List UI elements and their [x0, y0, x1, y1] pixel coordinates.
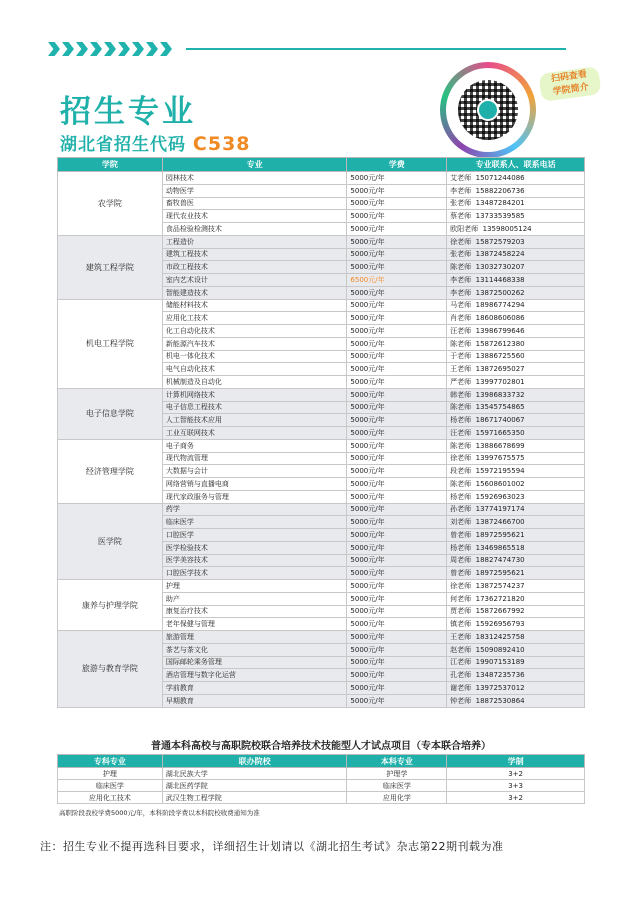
contact-cell — [447, 401, 585, 414]
contact-cell — [447, 605, 585, 618]
contact-cell — [447, 580, 585, 593]
contact-cell — [447, 286, 585, 299]
table-row — [58, 580, 585, 593]
contact-name: 曾老师 — [450, 569, 472, 578]
header-chevrons — [48, 42, 174, 56]
contact-cell — [447, 223, 585, 236]
fee-cell: 5000元/年 — [347, 452, 447, 465]
major-cell: 康复治疗技术 — [162, 605, 347, 618]
contact-name: 于老师 — [450, 352, 472, 361]
major-cell: 储能材料技术 — [162, 299, 347, 312]
contact-name: 李老师 — [450, 288, 472, 297]
fee-cell: 5000元/年 — [347, 299, 447, 312]
fee-cell: 6500元/年 — [347, 274, 447, 287]
fee-cell: 5000元/年 — [347, 618, 447, 631]
joint-bachelor-cell: 护理学 — [347, 768, 447, 780]
contact-name: 杨老师 — [450, 492, 472, 501]
contact-phone[interactable]: 15071244086 — [475, 173, 525, 182]
contact-phone[interactable]: 13886678699 — [475, 441, 525, 450]
contact-cell — [447, 248, 585, 261]
fee-cell: 5000元/年 — [347, 567, 447, 580]
contact-name: 陈老师 — [450, 479, 472, 488]
contact-phone[interactable]: 13114468338 — [475, 275, 525, 284]
contact-cell — [447, 299, 585, 312]
major-cell: 电气自动化技术 — [162, 363, 347, 376]
major-cell: 老年保健与管理 — [162, 618, 347, 631]
contact-name: 镇老师 — [450, 620, 472, 629]
contact-cell — [447, 376, 585, 389]
contact-phone[interactable]: 18671740067 — [475, 416, 525, 425]
fee-cell: 5000元/年 — [347, 516, 447, 529]
contact-cell — [447, 631, 585, 644]
contact-phone[interactable]: 13872574237 — [475, 581, 525, 590]
contact-name: 王老师 — [450, 632, 472, 641]
contact-cell — [447, 172, 585, 185]
contact-phone[interactable]: 13733539585 — [475, 212, 525, 221]
contact-phone[interactable]: 13997702801 — [475, 377, 525, 386]
joint-header-duration: 学制 — [447, 755, 585, 768]
contact-phone[interactable]: 15608601002 — [475, 479, 525, 488]
fee-cell: 5000元/年 — [347, 541, 447, 554]
contact-cell — [447, 197, 585, 210]
fee-cell: 5000元/年 — [347, 388, 447, 401]
fee-cell: 5000元/年 — [347, 325, 447, 338]
contact-name: 陈老师 — [450, 339, 472, 348]
contact-cell — [447, 567, 585, 580]
fee-cell: 5000元/年 — [347, 592, 447, 605]
fee-cell: 5000元/年 — [347, 554, 447, 567]
major-cell: 口腔医学 — [162, 529, 347, 542]
contact-cell — [447, 529, 585, 542]
fee-cell: 5000元/年 — [347, 286, 447, 299]
major-cell: 电子商务 — [162, 439, 347, 452]
college-cell: 机电工程学院 — [58, 299, 163, 388]
contact-cell — [447, 439, 585, 452]
fee-cell: 5000元/年 — [347, 656, 447, 669]
joint-header-partner: 联办院校 — [162, 755, 347, 768]
contact-cell — [447, 541, 585, 554]
fee-cell: 5000元/年 — [347, 465, 447, 478]
major-cell: 医学检验技术 — [162, 541, 347, 554]
contact-name: 艾老师 — [450, 173, 472, 182]
major-cell: 室内艺术设计 — [162, 274, 347, 287]
major-cell: 口腔医学技术 — [162, 567, 347, 580]
fee-cell: 5000元/年 — [347, 184, 447, 197]
table-row — [58, 631, 585, 644]
fee-cell: 5000元/年 — [347, 490, 447, 503]
contact-phone[interactable]: 13872500262 — [475, 288, 525, 297]
major-cell: 人工智能技术应用 — [162, 414, 347, 427]
major-cell: 现代物流管理 — [162, 452, 347, 465]
contact-name: 马老师 — [450, 301, 472, 310]
contact-phone[interactable]: 13545754865 — [475, 403, 525, 412]
contact-name: 蔡老师 — [450, 212, 472, 221]
college-cell: 旅游与教育学院 — [58, 631, 163, 708]
contact-name: 杨老师 — [450, 416, 472, 425]
major-cell: 机械制造及自动化 — [162, 376, 347, 389]
contact-name: 陈老师 — [450, 403, 472, 412]
contact-name: 韩老师 — [450, 390, 472, 399]
major-cell: 国际邮轮乘务管理 — [162, 656, 347, 669]
joint-partner-cell: 武汉生物工程学院 — [162, 792, 347, 804]
contact-name: 周老师 — [450, 556, 472, 565]
contact-name: 王老师 — [450, 365, 472, 374]
contact-cell — [447, 503, 585, 516]
joint-duration-cell: 3+3 — [447, 780, 585, 792]
contact-name: 徐老师 — [450, 454, 472, 463]
joint-major-cell: 应用化工技术 — [58, 792, 163, 804]
contact-phone[interactable]: 15882206736 — [475, 186, 525, 195]
fee-cell: 5000元/年 — [347, 694, 447, 707]
contact-name: 陈老师 — [450, 263, 472, 272]
contact-phone[interactable]: 18608606086 — [475, 314, 525, 323]
fee-cell: 5000元/年 — [347, 210, 447, 223]
contact-cell — [447, 554, 585, 567]
contact-name: 刘老师 — [450, 518, 472, 527]
contact-phone[interactable]: 18986774294 — [475, 301, 525, 310]
contact-phone[interactable]: 18972595621 — [475, 530, 525, 539]
major-cell: 网络营销与直播电商 — [162, 478, 347, 491]
joint-header-bachelor: 本科专业 — [347, 755, 447, 768]
contact-phone[interactable]: 15971665350 — [475, 428, 525, 437]
col-header-major: 专业 — [162, 158, 347, 172]
fee-cell: 5000元/年 — [347, 682, 447, 695]
contact-name: 何老师 — [450, 594, 472, 603]
contact-cell — [447, 261, 585, 274]
contact-phone[interactable]: 13972537012 — [475, 683, 525, 692]
major-cell: 机电一体化技术 — [162, 350, 347, 363]
contact-cell — [447, 414, 585, 427]
contact-name: 汪老师 — [450, 428, 472, 437]
contact-phone[interactable]: 15872579203 — [475, 237, 525, 246]
college-cell: 经济管理学院 — [58, 439, 163, 503]
contact-cell — [447, 490, 585, 503]
fee-cell: 5000元/年 — [347, 312, 447, 325]
joint-header-major: 专科专业 — [58, 755, 163, 768]
contact-cell — [447, 592, 585, 605]
contact-phone[interactable]: 13872458224 — [475, 250, 525, 259]
contact-phone[interactable]: 15090892410 — [475, 645, 525, 654]
joint-duration-cell: 3+2 — [447, 792, 585, 804]
contact-cell — [447, 210, 585, 223]
major-cell: 新能源汽车技术 — [162, 337, 347, 350]
header-line — [186, 48, 566, 50]
contact-cell — [447, 325, 585, 338]
major-cell: 大数据与会计 — [162, 465, 347, 478]
fee-cell: 5000元/年 — [347, 172, 447, 185]
joint-partner-cell: 湖北民族大学 — [162, 768, 347, 780]
joint-program-title: 普通本科高校与高职院校联合培养技术技能型人才试点项目（专本联合培养） — [151, 741, 491, 752]
major-cell: 市政工程技术 — [162, 261, 347, 274]
contact-phone[interactable]: 15926956793 — [475, 620, 525, 629]
contact-cell — [447, 669, 585, 682]
major-cell: 食品检验检测技术 — [162, 223, 347, 236]
major-cell: 茶艺与茶文化 — [162, 643, 347, 656]
contact-cell — [447, 478, 585, 491]
table-row — [58, 792, 585, 804]
table-row — [58, 768, 585, 780]
contact-cell — [447, 618, 585, 631]
contact-phone[interactable]: 13986799646 — [475, 326, 525, 335]
joint-major-cell: 临床医学 — [58, 780, 163, 792]
joint-fee-note: 高职阶段我校学费5000元/年，本科阶段学费以本科院校收费通知为准 — [59, 809, 260, 817]
fee-cell: 5000元/年 — [347, 350, 447, 363]
contact-phone[interactable]: 13872466700 — [475, 518, 525, 527]
contact-phone[interactable]: 15926963023 — [475, 492, 525, 501]
contact-cell — [447, 350, 585, 363]
fee-cell: 5000元/年 — [347, 439, 447, 452]
joint-program-table — [57, 754, 585, 804]
fee-cell: 5000元/年 — [347, 529, 447, 542]
contact-name: 孙老师 — [450, 505, 472, 514]
contact-phone[interactable]: 18312425758 — [475, 632, 525, 641]
contact-cell — [447, 682, 585, 695]
contact-phone[interactable]: 18972595621 — [475, 569, 525, 578]
major-cell: 工业互联网技术 — [162, 427, 347, 440]
contact-cell — [447, 516, 585, 529]
major-cell: 化工自动化技术 — [162, 325, 347, 338]
major-cell: 药学 — [162, 503, 347, 516]
contact-cell — [447, 312, 585, 325]
contact-name: 段老师 — [450, 467, 472, 476]
fee-cell: 5000元/年 — [347, 197, 447, 210]
contact-cell — [447, 274, 585, 287]
contact-name: 曾老师 — [450, 530, 472, 539]
joint-partner-cell: 湖北医药学院 — [162, 780, 347, 792]
major-cell: 早期教育 — [162, 694, 347, 707]
major-cell: 智能建造技术 — [162, 286, 347, 299]
majors-table — [57, 157, 585, 708]
qr-code[interactable] — [440, 62, 536, 158]
enrollment-code-label: 湖北省招生代码 — [60, 135, 186, 155]
contact-name: 张老师 — [450, 250, 472, 259]
fee-cell: 5000元/年 — [347, 669, 447, 682]
contact-cell — [447, 363, 585, 376]
major-cell: 现代家政服务与管理 — [162, 490, 347, 503]
contact-cell — [447, 235, 585, 248]
contact-name: 贾老师 — [450, 607, 472, 616]
fee-cell: 5000元/年 — [347, 235, 447, 248]
col-header-fee: 学费 — [347, 158, 447, 172]
fee-cell: 5000元/年 — [347, 503, 447, 516]
fee-cell: 5000元/年 — [347, 363, 447, 376]
fee-cell: 5000元/年 — [347, 427, 447, 440]
contact-name: 汪老师 — [450, 326, 472, 335]
contact-phone[interactable]: 13886725560 — [475, 352, 525, 361]
major-cell: 临床医学 — [162, 516, 347, 529]
table-row — [58, 780, 585, 792]
table-row — [58, 299, 585, 312]
major-cell: 医学美容技术 — [162, 554, 347, 567]
contact-cell — [447, 656, 585, 669]
major-cell: 建筑工程技术 — [162, 248, 347, 261]
contact-phone[interactable]: 18827474730 — [475, 556, 525, 565]
contact-name: 张老师 — [450, 199, 472, 208]
contact-name: 赵老师 — [450, 645, 472, 654]
contact-cell — [447, 388, 585, 401]
contact-name: 李老师 — [450, 186, 472, 195]
table-row — [58, 172, 585, 185]
joint-duration-cell: 3+2 — [447, 768, 585, 780]
col-header-college: 学院 — [58, 158, 163, 172]
contact-phone[interactable]: 13032730207 — [475, 263, 525, 272]
contact-phone[interactable]: 13598005124 — [482, 224, 532, 233]
fee-cell: 5000元/年 — [347, 337, 447, 350]
contact-phone[interactable]: 13774197174 — [475, 505, 525, 514]
fee-cell: 5000元/年 — [347, 401, 447, 414]
fee-cell: 5000元/年 — [347, 414, 447, 427]
contact-name: 孔老师 — [450, 671, 472, 680]
fee-cell: 5000元/年 — [347, 478, 447, 491]
contact-phone[interactable]: 15972195594 — [475, 467, 525, 476]
major-cell: 应用化工技术 — [162, 312, 347, 325]
major-cell: 计算机网络技术 — [162, 388, 347, 401]
contact-cell — [447, 427, 585, 440]
joint-bachelor-cell: 应用化学 — [347, 792, 447, 804]
contact-name: 杨老师 — [450, 543, 472, 552]
contact-phone[interactable]: 13487284201 — [475, 199, 525, 208]
joint-major-cell: 护理 — [58, 768, 163, 780]
major-cell: 动物医学 — [162, 184, 347, 197]
contact-name: 徐老师 — [450, 237, 472, 246]
fee-cell: 5000元/年 — [347, 248, 447, 261]
contact-cell — [447, 452, 585, 465]
fee-cell: 5000元/年 — [347, 223, 447, 236]
major-cell: 学前教育 — [162, 682, 347, 695]
contact-phone[interactable]: 15872612380 — [475, 339, 525, 348]
col-header-contact: 专业联系人、联系电话 — [447, 158, 585, 172]
contact-phone[interactable]: 19907153189 — [475, 658, 525, 667]
contact-name: 江老师 — [450, 658, 472, 667]
contact-name: 欧阳老师 — [450, 224, 479, 233]
major-cell: 护理 — [162, 580, 347, 593]
major-cell: 酒店管理与数字化运营 — [162, 669, 347, 682]
contact-name: 肖老师 — [450, 314, 472, 323]
major-cell: 畜牧兽医 — [162, 197, 347, 210]
page-title: 招生专业 — [60, 94, 196, 130]
major-cell: 旅游管理 — [162, 631, 347, 644]
college-cell: 农学院 — [58, 172, 163, 236]
enrollment-code — [60, 130, 251, 155]
major-cell: 助产 — [162, 592, 347, 605]
contact-phone[interactable]: 13997675575 — [475, 454, 525, 463]
major-cell: 现代农业技术 — [162, 210, 347, 223]
contact-name: 钟老师 — [450, 696, 472, 705]
footer-note: 注：招生专业不提再选科目要求，详细招生计划请以《湖北招生考试》杂志第22期刊载为准 — [40, 840, 504, 853]
college-cell: 医学院 — [58, 503, 163, 580]
contact-phone[interactable]: 13469865518 — [475, 543, 525, 552]
major-cell: 电子信息工程技术 — [162, 401, 347, 414]
contact-phone[interactable]: 17362721820 — [475, 594, 525, 603]
table-row — [58, 503, 585, 516]
fee-cell: 5000元/年 — [347, 376, 447, 389]
contact-name: 严老师 — [450, 377, 472, 386]
contact-phone[interactable]: 18872530864 — [475, 696, 525, 705]
contact-phone[interactable]: 13986833732 — [475, 390, 525, 399]
contact-name: 陈老师 — [450, 441, 472, 450]
table-row — [58, 235, 585, 248]
contact-phone[interactable]: 15872667992 — [475, 607, 525, 616]
contact-name: 徐老师 — [450, 581, 472, 590]
contact-phone[interactable]: 13872695027 — [475, 365, 525, 374]
school-logo-icon — [477, 99, 499, 121]
table-row — [58, 388, 585, 401]
qr-tag: 扫码查看 学院简介 — [538, 66, 601, 102]
college-cell: 建筑工程学院 — [58, 235, 163, 299]
fee-cell: 5000元/年 — [347, 643, 447, 656]
contact-phone[interactable]: 13487235736 — [475, 671, 525, 680]
fee-cell: 5000元/年 — [347, 580, 447, 593]
contact-cell — [447, 694, 585, 707]
college-cell: 电子信息学院 — [58, 388, 163, 439]
fee-cell: 5000元/年 — [347, 605, 447, 618]
college-cell: 康养与护理学院 — [58, 580, 163, 631]
contact-name: 谢老师 — [450, 683, 472, 692]
enrollment-code-value: C538 — [192, 133, 251, 155]
major-cell: 工程造价 — [162, 235, 347, 248]
fee-cell: 5000元/年 — [347, 261, 447, 274]
contact-cell — [447, 465, 585, 478]
table-row — [58, 439, 585, 452]
joint-bachelor-cell: 临床医学 — [347, 780, 447, 792]
contact-cell — [447, 337, 585, 350]
contact-name: 李老师 — [450, 275, 472, 284]
fee-cell: 5000元/年 — [347, 631, 447, 644]
major-cell: 园林技术 — [162, 172, 347, 185]
contact-cell — [447, 184, 585, 197]
contact-cell — [447, 643, 585, 656]
